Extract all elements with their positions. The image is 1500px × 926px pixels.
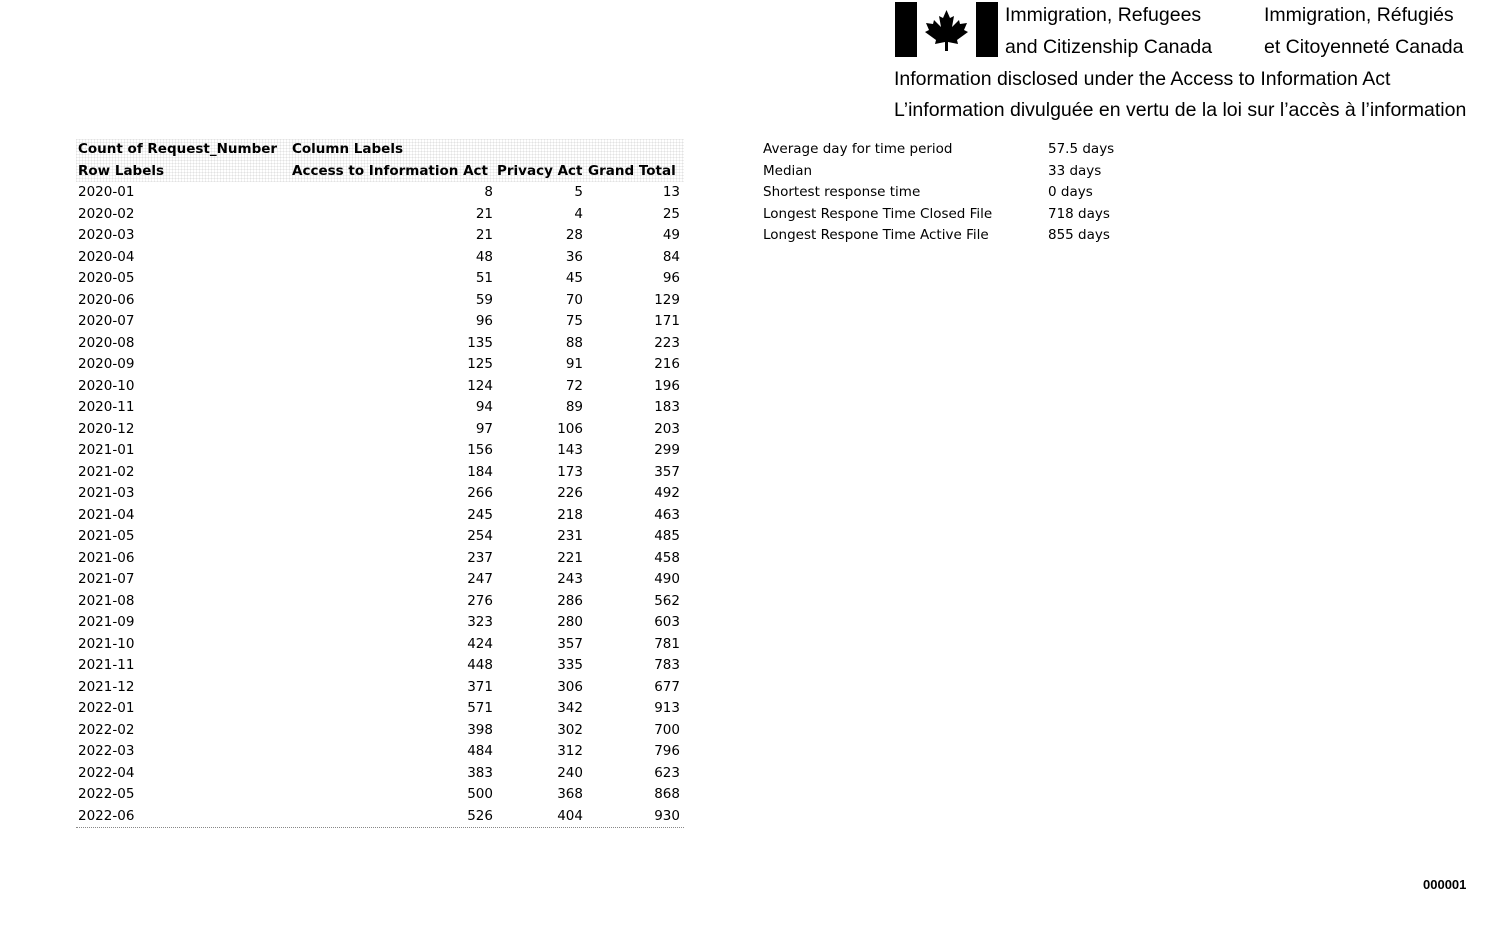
row-label: 2022-06 [78, 807, 135, 824]
table-row [76, 634, 684, 656]
privacy-count: 75 [565, 313, 583, 329]
table-row [76, 182, 684, 204]
ati-count: 21 [475, 205, 493, 222]
column-labels-header: Column Labels [292, 141, 403, 157]
privacy-count: 173 [557, 463, 583, 480]
table-row [76, 763, 684, 785]
grand-total: 781 [654, 635, 680, 652]
ati-count: 500 [467, 786, 493, 802]
table-row [76, 290, 684, 312]
grand-total: 223 [654, 334, 680, 351]
ati-count: 96 [475, 313, 493, 329]
canada-flag-logo [895, 2, 998, 57]
grand-total: 492 [654, 485, 680, 501]
flag-right-bar [976, 2, 998, 57]
grand-total: 357 [654, 463, 680, 480]
row-label: 2021-09 [78, 614, 135, 630]
ati-count: 59 [475, 291, 493, 308]
row-label: 2022-03 [78, 743, 135, 759]
table-row [76, 462, 684, 484]
ati-count: 424 [467, 635, 493, 652]
grand-total: 96 [662, 270, 680, 286]
grand-total: 129 [654, 291, 680, 308]
ati-count: 484 [467, 743, 493, 759]
disclosure-notice-fr: L’information divulguée en vertu de la loi sur l’accès à l’information [894, 99, 1467, 121]
measure-label: Count of Request_Number [78, 141, 278, 157]
row-label: 2020-05 [78, 270, 135, 286]
grand-total: 913 [654, 700, 680, 716]
stat-value: 855 days [1048, 227, 1110, 243]
table-row [76, 741, 684, 763]
table-row [76, 784, 684, 806]
dept-name-fr-line1: Immigration, Réfugiés [1264, 4, 1454, 26]
table-row [76, 225, 684, 247]
privacy-count: 240 [557, 764, 583, 781]
ati-count: 51 [475, 270, 493, 286]
privacy-count: 88 [565, 334, 583, 351]
ati-count: 371 [467, 678, 493, 695]
grand-total: 458 [654, 549, 680, 566]
ati-count: 97 [475, 420, 493, 437]
stat-value: 57.5 days [1048, 141, 1115, 157]
row-label: 2020-07 [78, 313, 135, 329]
flag-left-bar [895, 2, 917, 57]
ati-column-header: Access to Information Act [292, 162, 488, 179]
grand-total: 183 [654, 399, 680, 415]
row-label: 2020-04 [78, 248, 135, 265]
stat-label: Longest Respone Time Closed File [763, 205, 993, 222]
stat-value: 718 days [1048, 205, 1110, 222]
grand-total: 623 [654, 764, 680, 781]
grand-total-column-header: Grand Total [588, 162, 676, 179]
grand-total: 783 [654, 657, 680, 673]
grand-total: 203 [654, 420, 680, 437]
privacy-count: 335 [557, 657, 583, 673]
dept-name-en-line2: and Citizenship Canada [1005, 36, 1213, 58]
ati-count: 94 [475, 399, 493, 415]
table-row [76, 655, 684, 677]
stat-value: 33 days [1048, 162, 1102, 179]
grand-total: 13 [662, 184, 680, 200]
row-label: 2020-10 [78, 377, 135, 394]
privacy-count: 404 [557, 807, 583, 824]
ati-count: 398 [467, 721, 493, 738]
grand-total: 796 [654, 743, 680, 759]
table-row [76, 569, 684, 591]
grand-total: 677 [654, 678, 680, 695]
privacy-count: 312 [557, 743, 583, 759]
privacy-count: 4 [574, 205, 583, 222]
ati-count: 125 [467, 356, 493, 372]
ati-count: 245 [467, 506, 493, 523]
privacy-count: 72 [565, 377, 583, 394]
grand-total: 700 [654, 721, 680, 738]
table-row [76, 419, 684, 441]
row-label: 2020-03 [78, 227, 135, 243]
ati-count: 266 [467, 485, 493, 501]
row-label: 2021-03 [78, 485, 135, 501]
table-row [76, 311, 684, 333]
grand-total: 171 [654, 313, 680, 329]
stat-label: Longest Respone Time Active File [763, 227, 989, 243]
grand-total: 196 [654, 377, 680, 394]
grand-total: 930 [654, 807, 680, 824]
table-row [76, 268, 684, 290]
row-label: 2022-01 [78, 700, 135, 716]
stat-label: Shortest response time [763, 184, 921, 200]
row-label: 2021-06 [78, 549, 135, 566]
table-row [76, 397, 684, 419]
disclosure-notice-en: Information disclosed under the Access to Information Act [894, 68, 1391, 90]
table-row [76, 354, 684, 376]
grand-total: 25 [662, 205, 680, 222]
table-row [76, 333, 684, 355]
ati-count: 124 [467, 377, 493, 394]
table-row [76, 698, 684, 720]
privacy-count: 45 [565, 270, 583, 286]
pivot-table [76, 139, 684, 828]
ati-count: 247 [467, 571, 493, 587]
row-label: 2020-11 [78, 399, 135, 415]
row-label: 2020-08 [78, 334, 135, 351]
privacy-count: 106 [557, 420, 583, 437]
table-row [76, 204, 684, 226]
table-row [76, 376, 684, 398]
grand-total: 84 [662, 248, 680, 265]
privacy-count: 280 [557, 614, 583, 630]
table-row [76, 591, 684, 613]
ati-count: 383 [467, 764, 493, 781]
ati-count: 323 [467, 614, 493, 630]
row-label: 2020-02 [78, 205, 135, 222]
ati-count: 254 [467, 528, 493, 544]
privacy-count: 70 [565, 291, 583, 308]
row-label: 2021-04 [78, 506, 135, 523]
stat-label: Average day for time period [763, 141, 953, 157]
table-row [76, 483, 684, 505]
privacy-count: 342 [557, 700, 583, 716]
ati-count: 8 [484, 184, 493, 200]
row-label: 2022-04 [78, 764, 135, 781]
table-row [76, 720, 684, 742]
grand-total: 562 [654, 592, 680, 609]
ati-count: 448 [467, 657, 493, 673]
table-row [76, 505, 684, 527]
row-label: 2021-07 [78, 571, 135, 587]
table-row [76, 247, 684, 269]
grand-total: 463 [654, 506, 680, 523]
privacy-count: 286 [557, 592, 583, 609]
privacy-count: 36 [565, 248, 583, 265]
row-label: 2021-01 [78, 442, 135, 458]
grand-total: 868 [654, 786, 680, 802]
stat-label: Median [763, 162, 813, 179]
privacy-column-header: Privacy Act [497, 162, 583, 179]
row-label: 2022-05 [78, 786, 135, 802]
table-row [76, 806, 684, 829]
maple-leaf-icon [922, 8, 971, 51]
privacy-count: 5 [574, 184, 583, 200]
table-row [76, 612, 684, 634]
row-label: 2020-12 [78, 420, 135, 437]
ati-count: 237 [467, 549, 493, 566]
row-label: 2020-01 [78, 184, 135, 200]
ati-count: 21 [475, 227, 493, 243]
ati-count: 526 [467, 807, 493, 824]
pivot-header-row-1 [76, 139, 684, 161]
table-row [76, 526, 684, 548]
row-label: 2021-02 [78, 463, 135, 480]
grand-total: 49 [662, 227, 680, 243]
privacy-count: 357 [557, 635, 583, 652]
grand-total: 299 [654, 442, 680, 458]
privacy-count: 91 [565, 356, 583, 372]
grand-total: 490 [654, 571, 680, 587]
grand-total: 485 [654, 528, 680, 544]
table-row [76, 677, 684, 699]
privacy-count: 28 [565, 227, 583, 243]
privacy-count: 221 [557, 549, 583, 566]
stat-value: 0 days [1048, 184, 1093, 200]
row-label: 2020-06 [78, 291, 135, 308]
row-label: 2021-11 [78, 657, 135, 673]
ati-count: 135 [467, 334, 493, 351]
privacy-count: 306 [557, 678, 583, 695]
table-row [76, 548, 684, 570]
row-label: 2021-08 [78, 592, 135, 609]
privacy-count: 226 [557, 485, 583, 501]
privacy-count: 302 [557, 721, 583, 738]
row-labels-header: Row Labels [78, 162, 165, 179]
ati-count: 276 [467, 592, 493, 609]
grand-total: 216 [654, 356, 680, 372]
privacy-count: 368 [557, 786, 583, 802]
row-label: 2020-09 [78, 356, 135, 372]
row-label: 2021-12 [78, 678, 135, 695]
ati-count: 571 [467, 700, 493, 716]
row-label: 2022-02 [78, 721, 135, 738]
row-label: 2021-10 [78, 635, 135, 652]
ati-count: 48 [475, 248, 493, 265]
page-number: 000001 [1423, 877, 1467, 892]
dept-name-en-line1: Immigration, Refugees [1005, 4, 1202, 26]
pivot-header-row-2 [76, 161, 684, 183]
ati-count: 184 [467, 463, 493, 480]
privacy-count: 143 [557, 442, 583, 458]
ati-count: 156 [467, 442, 493, 458]
dept-name-fr-line2: et Citoyenneté Canada [1264, 36, 1464, 58]
privacy-count: 218 [557, 506, 583, 523]
table-row [76, 440, 684, 462]
privacy-count: 89 [565, 399, 583, 415]
grand-total: 603 [654, 614, 680, 630]
privacy-count: 231 [557, 528, 583, 544]
privacy-count: 243 [557, 571, 583, 587]
row-label: 2021-05 [78, 528, 135, 544]
pivot-body [76, 182, 684, 828]
